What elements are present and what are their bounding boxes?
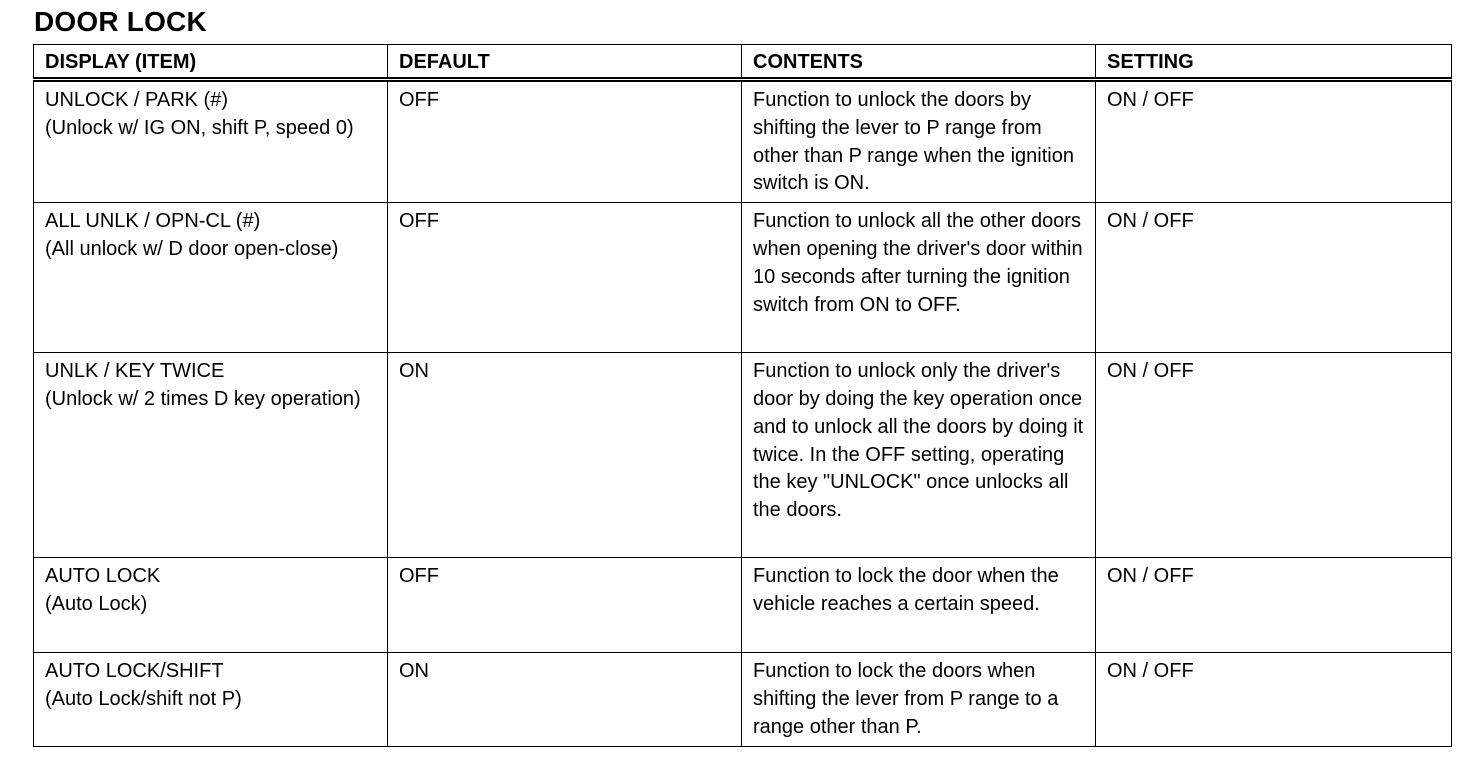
table-header-row (34, 45, 1452, 80)
table-row (34, 353, 1452, 558)
display-item-name: AUTO LOCK/SHIFT (45, 660, 224, 683)
default-cell: OFF (388, 80, 742, 203)
setting-cell: ON / OFF (1096, 558, 1452, 653)
default-cell: ON (388, 353, 742, 558)
header-default: DEFAULT (388, 45, 742, 80)
display-item-name: ALL UNLK / OPN-CL (#) (45, 210, 261, 233)
display-item-description: (All unlock w/ D door open-close) (45, 237, 339, 260)
contents-cell (742, 203, 1096, 353)
contents-cell (742, 653, 1096, 747)
display-item-cell (34, 80, 388, 203)
display-item-description: (Unlock w/ 2 times D key operation) (45, 387, 361, 410)
header-setting: SETTING (1096, 45, 1452, 80)
setting-cell: ON / OFF (1096, 203, 1452, 353)
contents-cell (742, 353, 1096, 558)
display-item-name: AUTO LOCK (45, 565, 161, 588)
display-item-cell (34, 558, 388, 653)
display-item-description: (Auto Lock) (45, 592, 148, 615)
table-row (34, 653, 1452, 747)
display-item-name: UNLOCK / PARK (#) (45, 89, 228, 111)
header-contents: CONTENTS (742, 45, 1096, 80)
setting-cell: ON / OFF (1096, 653, 1452, 747)
display-item-cell (34, 203, 388, 353)
contents-cell (742, 80, 1096, 203)
setting-cell: ON / OFF (1096, 353, 1452, 558)
door-lock-table (33, 44, 1452, 747)
display-item-description: (Unlock w/ IG ON, shift P, speed 0) (45, 116, 354, 139)
table-row (34, 80, 1452, 203)
display-item-cell (34, 353, 388, 558)
contents-cell (742, 558, 1096, 653)
display-item-cell (34, 653, 388, 747)
default-cell: ON (388, 653, 742, 747)
default-cell: OFF (388, 558, 742, 653)
page-title: DOOR LOCK (34, 6, 207, 37)
contents-text: Function to unlock only the driver's door by doing the key operation once and to unlock all the doors by doing it twice. In the OFF setting, operating the key "UNLOCK" once unlocks all the doors. (753, 360, 1084, 522)
header-display-item: DISPLAY (ITEM) (34, 45, 388, 80)
display-item-name: UNLK / KEY TWICE (45, 360, 225, 383)
contents-text: Function to lock the doors when shifting the lever from P range to a range other than P. (753, 660, 1059, 738)
display-item-description: (Auto Lock/shift not P) (45, 687, 242, 710)
contents-text: Function to unlock all the other doors when opening the driver's door within 10 seconds after turning the ignition switch from ON to OFF. (753, 210, 1083, 316)
contents-text: Function to lock the door when the vehicle reaches a certain speed. (753, 565, 1059, 615)
table-row (34, 203, 1452, 353)
setting-cell: ON / OFF (1096, 80, 1452, 203)
contents-text: Function to unlock the doors by shifting the lever to P range from other than P range when the ignition switch is ON. (753, 89, 1074, 195)
default-cell: OFF (388, 203, 742, 353)
table-row (34, 558, 1452, 653)
